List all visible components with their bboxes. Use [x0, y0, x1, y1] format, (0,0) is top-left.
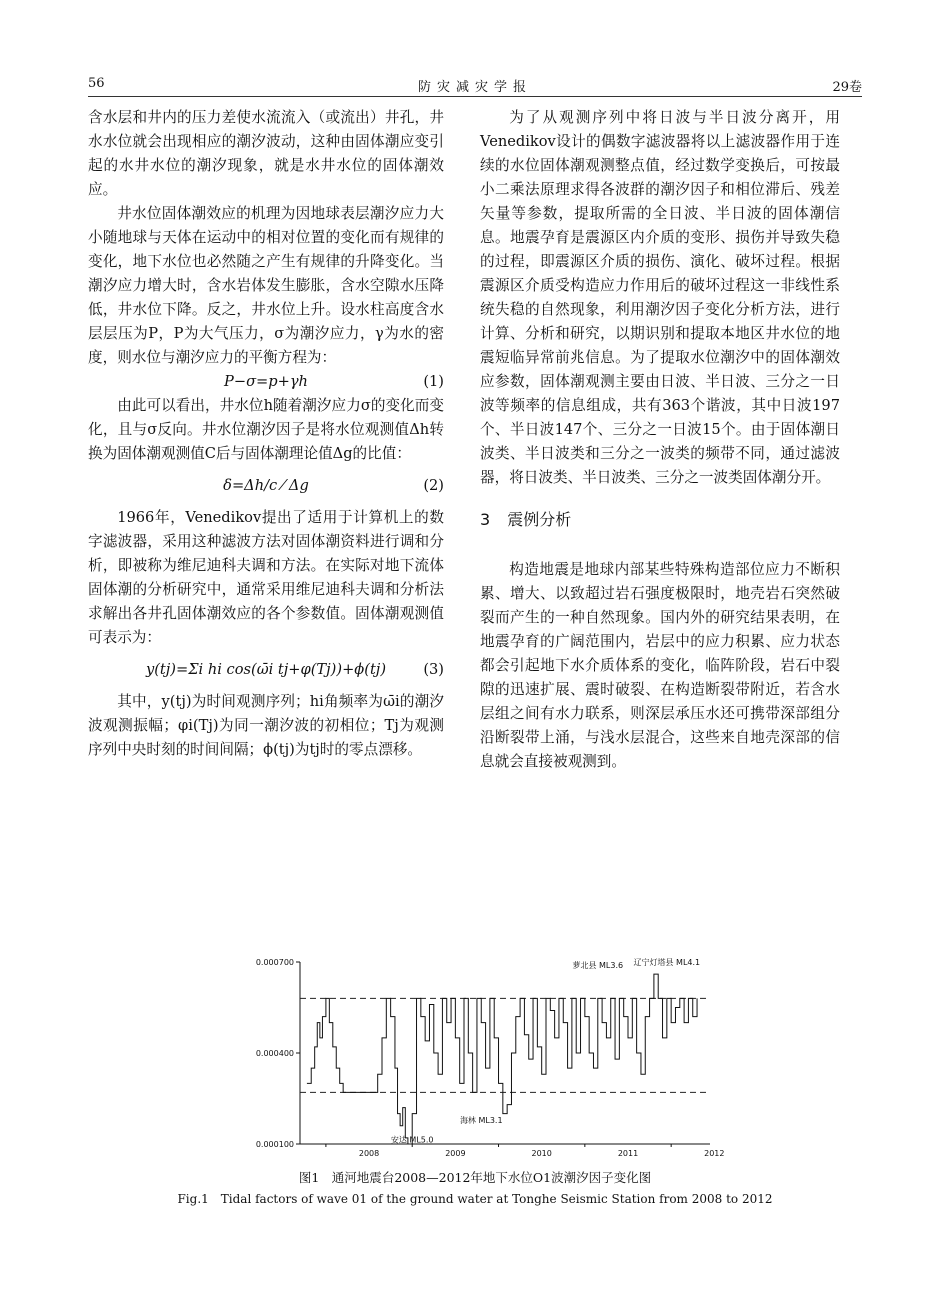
equation-number: (1): [423, 373, 444, 390]
paragraph: 构造地震是地球内部某些特殊构造部位应力不断积累、增大、以致超过岩石强度极限时，地壳岩石突然破裂而产生的一种自然现象。国内外的研究结果表明，在地震孕育的广阔范围内，岩层中的应力积累、应力状态都会引起地下水介质体系的变化，临阵阶段，岩石中裂隙的迅速扩展、震时破裂、在构造断裂带附近，若含水层组之间有水力联系，则深层承压水还可携带深部组分沿断裂带上涌，与浅水层混合，这些来自地壳深部的信息就会直接被观测到。: [480, 561, 840, 770]
y-tick-label: 0.000700: [255, 958, 294, 967]
paragraph: 1966年，Venedikov提出了适用于计算机上的数字滤波器，采用这种滤波方法对固体潮资料进行调和分析，即被称为维尼迪科夫调和方法。在实际对地下流体固体潮的分析研究中，通常采用维尼迪科夫调和分析法求解出各井孔固体潮效应的各个参数值。固体潮观测值可表示为：: [88, 509, 444, 646]
y-tick-label: 0.000400: [255, 1049, 294, 1058]
paragraph: 井水位固体潮效应的机理为因地球表层潮汐应力大小随地球与天体在运动中的相对位置的变化而有规律的变化，地下水位也必然随之产生有规律的升降变化。当潮汐应力增大时，含水岩体发生膨胀，含水空隙水压降低，井水位下降。反之，井水位上升。设水柱高度含水层层压为P，P为大气压力，σ为潮汐应力，γ为水的密度，则水位与潮汐应力的平衡方程为：: [88, 205, 444, 366]
volume-number: 29卷: [832, 80, 862, 95]
y-tick-label: 0.000100: [255, 1140, 294, 1149]
tidal-factor-chart: [190, 944, 750, 1174]
x-tick-label: 2009: [445, 1149, 466, 1158]
equation-body: P−σ=p+γh: [224, 373, 308, 390]
equation-body: y(tj)=Σi hi cos(ω̄i tj+φ(Tj))+ϕ(tj): [145, 661, 387, 678]
figure-caption-en: Fig.1 Tidal factors of wave 01 of the ground water at Tonghe Seismic Station from 2008 to 2012: [177, 1192, 773, 1206]
journal-title: 防灾减灾学报: [417, 80, 532, 95]
page-header: [88, 76, 862, 97]
paragraph: 由此可以看出，井水位h随着潮汐应力σ的变化而变化，且与σ反向。井水位潮汐因子是将水位观测值Δh转换为固体潮观测值C后与固体潮理论值Δg的比值：: [88, 397, 444, 462]
section-title: 震例分析: [507, 510, 572, 529]
section-heading: [480, 508, 840, 532]
section-number: 3: [480, 510, 491, 529]
right-column: [480, 106, 840, 774]
earthquake-annotation: 辽宁灯塔县 ML4.1: [633, 958, 701, 968]
earthquake-annotation: 海林 ML3.1: [459, 1115, 503, 1125]
equation-3: [88, 650, 444, 690]
left-column: [88, 106, 444, 762]
x-tick-label: 2008: [358, 1149, 380, 1158]
x-tick-label: 2011: [617, 1149, 639, 1158]
paragraph: 为了从观测序列中将日波与半日波分离开，用Venedikov设计的偶数字滤波器将以上滤波器作用于连续的水位固体潮观测整点值，经过数学变换后，可按最小二乘法原理求得各波群的潮汐因子和相位滞后、残差矢量等参数，提取所需的全日波、半日波的固体潮信息。地震孕育是震源区内介质的变形、损伤并导致失稳的过程，即震源区介质的损伤、演化、破坏过程。根据震源区介质受构造应力作用后的破坏过程这一非线性系统失稳的自然现象，利用潮汐因子变化分析方法，进行计算、分析和研究，以期识别和提取本地区井水位的地震短临异常前兆信息。为了提取水位潮汐中的固体潮效应参数，固体潮观测主要由日波、半日波、三分之一日波等频率的信息组成，共有363个谐波，其中日波197个、半日波147个、三分之一日波15个。由于固体潮日波类、半日波类和三分之一波类的频带不同，通过滤波器，将日波类、半日波类、三分之一波类固体潮分开。: [480, 109, 840, 486]
paragraph: 含水层和井内的压力差使水流流入（或流出）井孔，井水水位就会出现相应的潮汐波动，这种由固体潮应变引起的水井水位的潮汐现象，就是水井水位的固体潮效应。: [88, 109, 444, 198]
page-number: 56: [88, 76, 105, 91]
equation-body: δ=Δh/c ⁄ Δg: [223, 477, 309, 494]
figure-caption-zh: 图1 通河地震台2008—2012年地下水位O1波潮汐因子变化图: [298, 1170, 652, 1185]
equation-1: [88, 370, 444, 394]
x-tick-label: 2010: [531, 1149, 552, 1158]
paragraph: 其中，y(tj)为时间观测序列；hi角频率为ω̄i的潮汐波观测振幅；φi(Tj)为同一潮汐波的初相位；Tj为观测序列中央时刻的时间间隔；ϕ(tj)为tj时的零点漂移。: [88, 693, 444, 758]
earthquake-annotation: 萝北县 ML3.6: [572, 961, 624, 971]
earthquake-annotation: 安达 ML5.0: [390, 1135, 434, 1145]
equation-2: [88, 466, 444, 506]
equation-number: (3): [423, 661, 444, 678]
x-tick-label: 2012: [704, 1149, 725, 1158]
equation-number: (2): [423, 477, 444, 494]
figure-1: [190, 944, 750, 1174]
